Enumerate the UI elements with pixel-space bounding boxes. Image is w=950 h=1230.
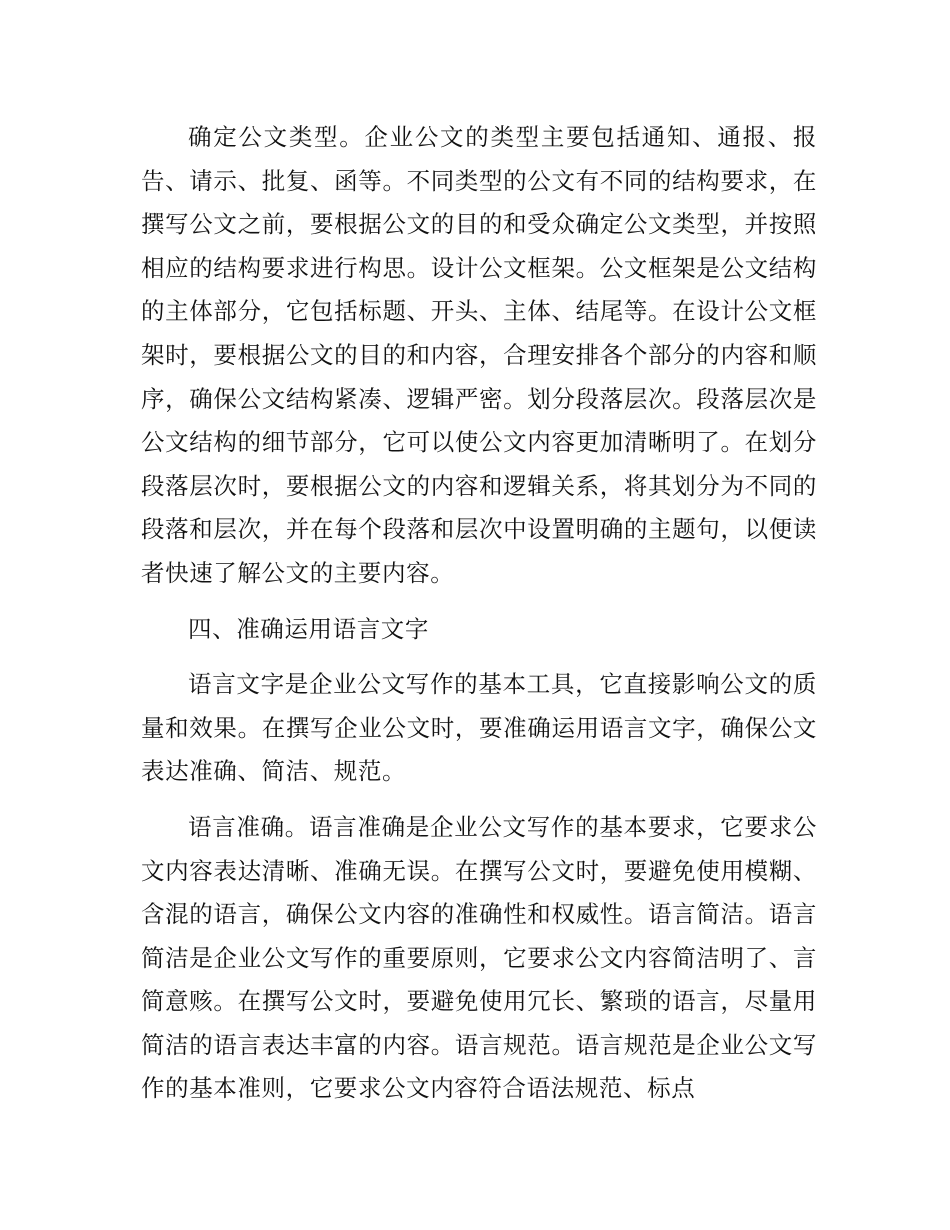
section-heading-language: 四、准确运用语言文字 [188,614,429,643]
document-body [141,116,817,1123]
paragraph-structure: 确定公文类型。企业公文的类型主要包括通知、通报、报告、请示、批复、函等。不同类型的公文有不同的结构要求，在撰写公文之前，要根据公文的目的和受众确定公文类型，并按照相应的结构要求进行构思。设计公文框架。公文框架是公文结构的主体部分，它包括标题、开头、主体、结尾等。在设计公文框架时，要根据公文的目的和内容，合理安排各个部分的内容和顺序，确保公文结构紧凑、逻辑严密。划分段落层次。段落层次是公文结构的细节部分，它可以使公文内容更加清晰明了。在划分段落层次时，要根据公文的内容和逻辑关系，将其划分为不同的段落和层次，并在每个段落和层次中设置明确的主题句，以便读者快速了解公文的主要内容。 [141,123,817,587]
paragraph-language-details: 语言准确。语言准确是企业公文写作的基本要求，它要求公文内容表达清晰、准确无误。在撰写公文时，要避免使用模糊、含混的语言，确保公文内容的准确性和权威性。语言简洁。语言简洁是企业公文写作的重要原则，它要求公文内容简洁明了、言简意赅。在撰写公文时，要避免使用冗长、繁琐的语言，尽量用简洁的语言表达丰富的内容。语言规范。语言规范是企业公文写作的基本准则，它要求公文内容符合语法规范、标点 [141,812,817,1103]
paragraph-language-intro: 语言文字是企业公文写作的基本工具，它直接影响公文的质量和效果。在撰写企业公文时，要准确运用语言文字，确保公文表达准确、简洁、规范。 [141,670,817,786]
